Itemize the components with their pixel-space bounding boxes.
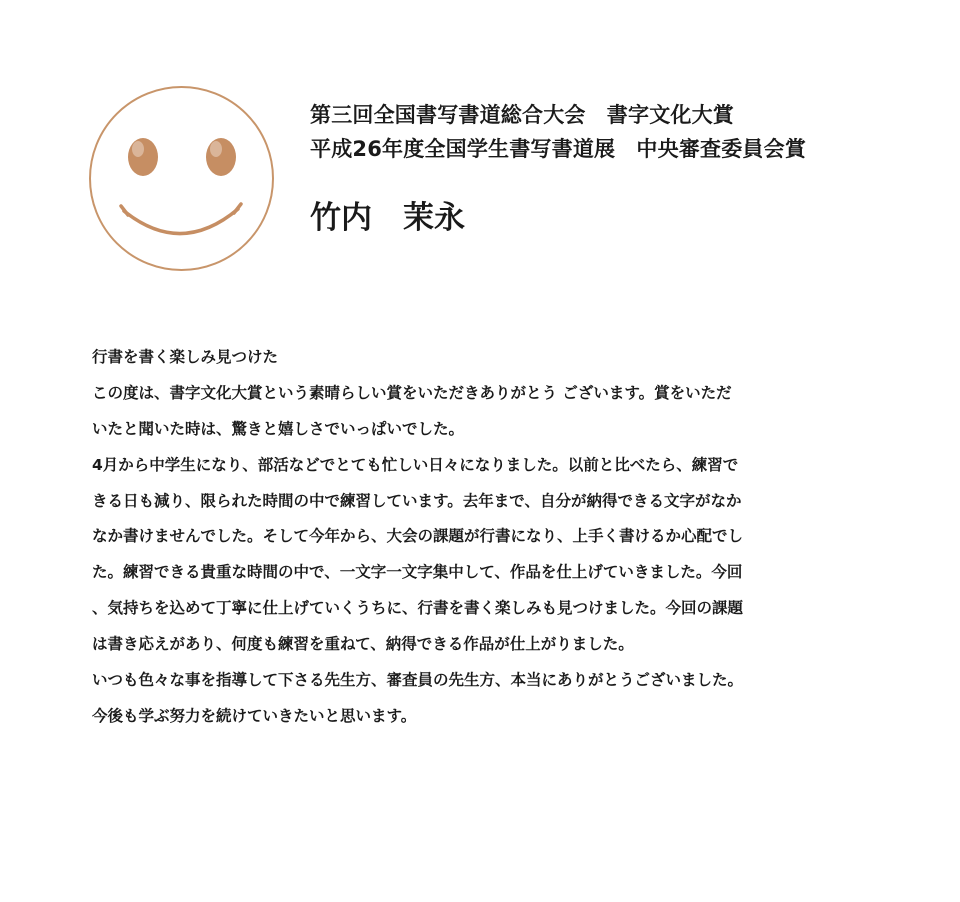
recipient-name: 竹内 茉永 [310, 200, 465, 236]
smiley-face-icon [88, 85, 275, 272]
award-title-line-2: 平成26年度全国学生書写書道展 中央審査委員会賞 [310, 137, 807, 161]
essay-body [92, 340, 882, 735]
essay-line: いつも色々な事を指導して下さる先生方、審査員の先生方、本当にありがとうございました。 [92, 671, 744, 690]
essay-title: 行書を書く楽しみ見つけた [92, 348, 279, 366]
essay-line: た。練習できる貴重な時間の中で、一文字一文字集中して、作品を仕上げていきました。今回 [92, 563, 743, 582]
essay-line: なか書けませんでした。そして今年から、大会の課題が行書になり、上手く書けるか心配でし [92, 527, 744, 546]
smiley-outline [90, 87, 273, 270]
smiley-left-eye [128, 138, 158, 176]
essay-line: は書き応えがあり、何度も練習を重ねて、納得できる作品が仕上がりました。 [92, 635, 634, 654]
essay-line: きる日も減り、限られた時間の中で練習しています。去年まで、自分が納得できる文字がなか [92, 491, 742, 510]
award-title-line-1: 第三回全国書写書道総合大会 書字文化大賞 [310, 103, 734, 127]
essay-line: この度は、書字文化大賞という素晴らしい賞をいただきありがとう ございます。賞をいただ [92, 383, 732, 402]
smiley-mouth-left-dimple [121, 206, 128, 215]
essay-line: 4月から中学生になり、部活などでとても忙しい日々になりました。以前と比べたら、練習で [92, 455, 739, 474]
essay-line: 今後も学ぶ努力を続けていきたいと思います。 [92, 706, 417, 725]
smiley-mouth [124, 209, 238, 234]
smiley-right-eye-highlight [210, 141, 222, 157]
award-header [310, 98, 930, 238]
smiley-right-eye [206, 138, 236, 176]
essay-line: いたと聞いた時は、驚きと嬉しさでいっぱいでした。 [92, 419, 465, 438]
essay-line: 、気持ちを込めて丁寧に仕上げていくうちに、行書を書く楽しみも見つけました。今回の課題 [92, 599, 744, 618]
smiley-left-eye-highlight [132, 141, 144, 157]
